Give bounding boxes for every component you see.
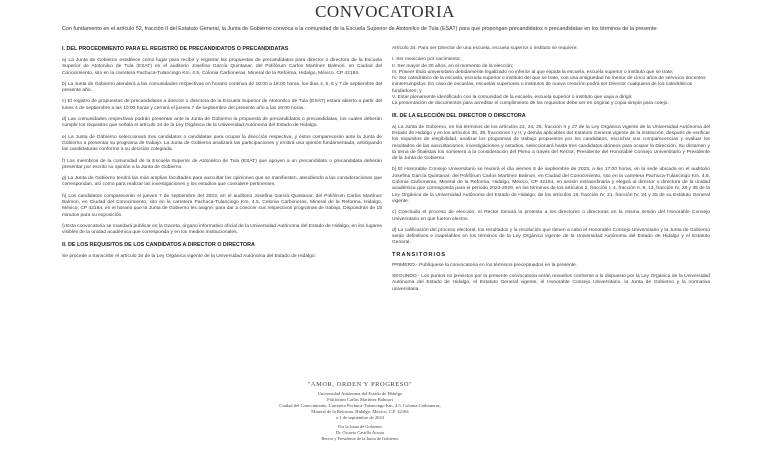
section-1-item: i) Esta convocatoria se mandará publicar en la Gaceta, órgano informativo oficial de la Universidad Autónoma del Estado de Hidalgo, en los lugares visibles de la unidad académica que corresponda y en los medios institucionales.: [62, 223, 382, 236]
section-1-item: d) Las comunidades respectivas podrán presentar ante la Junta de Gobierno la propuesta de precandidatos o precandidatas, los cuales deberán cumplir los requisitos que señala el artículo 34 de la Ley Orgánica de la Universidad Autónoma del Estado de Hidalgo.: [62, 117, 382, 129]
signature-role: Rector y Presidente de la Junta de Gobierno: [321, 435, 399, 441]
section-1-item: e) La Junta de Gobierno seleccionará tres candidatos o candidatas para ocupar la dirección respectiva, y éstos comparecerán ante la Junta de Gobierno a presentar su programa de trabajo. La Junta de Gobierno analizará las participaciones y emitirá una opinión fundamentada, anticipando las candidaturas conforme a su decisión colegiada.: [62, 134, 382, 153]
section-2-heading: II. DE LOS REQUISITOS DE LOS CANDIDATOS A DIRECTOR O DIRECTORA: [62, 241, 255, 248]
signature-lead: Por la Junta de Gobierno: [338, 424, 382, 429]
section-3-item: b) El Honorable Consejo Universitario se reunirá el día viernes 8 de septiembre de 2023, a las 17:00 horas, en la sede ubicada en el auditorio Josefina García Quintanar, del Polifórum Carlos Martínez Balmori, en Ciudad del Conocimiento, sito en la carretera Pachuca-Tulancingo Km. 4.5, Colonia Carboneras, Mineral de la Reforma, Hidalgo, México, CP 42184, en sesión extraordinaria y elegirá al director o directora de la unidad académica que corresponda para el periodo 2023-2029, en los términos de los artículos 2, fracción I, 4, fracción II, 9, 13, fracción IV, 28 y 35 de la Ley Orgánica de la Universidad Autónoma del Estado de Hidalgo, de los artículos 18, fracción IV, 21, fracción IV, 24 y 25 de su Estatuto General vigente.: [392, 167, 710, 204]
section-3-item: a) La Junta de Gobierno, en los términos de los artículos 22, 24, 25, fracción II y 27 de la Ley Orgánica vigente de la Universidad Autónoma del Estado de Hidalgo y en los artículos 36, 39, fracciones I y II, y demás aplicables del Estatuto General vigente de la institución, después de verificar los requisitos de elegibilidad, analizar los programas de trabajo propuestos por los candidatos, escuchar sus comparecencias y evaluar los resultados de las auscultaciones, investigaciones y estudios, seleccionará hasta tres candidatos idóneos para ocupar la Dirección. Su dictamen y la terna de finalistas los someterá a la consideración del Pleno a través del Rector, Presidente del Honorable Consejo Universitario y Presidente de la Junta de Gobierno.: [392, 124, 710, 162]
intro-paragraph: Con fundamento en el artículo 52, fracción II del Estatuto General, la Junta de Gobierno convoca a la comunidad de la Escuela Superior de Atotonilco de Tula (ESAT) para que propongan precandidatos o precandidatas en los términos de la presente:: [62, 26, 658, 32]
signature-name: Dr. Octavio Castillo Acosta: [335, 429, 385, 435]
section-2-text: Se procede a transcribir el artículo 34 de la Ley Orgánica vigente de la Universidad Autónoma del Estado de Hidalgo:: [62, 253, 316, 259]
document-title: CONVOCATORIA: [315, 2, 455, 21]
footer-line: Mineral de la Reforma, Hidalgo, México, C.P. 42184: [311, 409, 409, 414]
section-1-item: g) La Junta de Gobierno tendrá las más amplias facultades para auscultar las opiniones que se manifiesten, atendiendo a las consideraciones que correspondan, así como para realizar las investigaciones y los estudios que considere pertinentes.: [62, 176, 382, 188]
section-1-item: b) La Junta de Gobierno atenderá a las comunidades respectivas en horario continuo de 10:00 a 18:00 horas, los días 4, 5, 6 y 7 de septiembre del presente año.: [62, 81, 382, 94]
transitorio-item: SEGUNDO.- Los puntos no previstos por la presente convocatoria serán resueltos conforme a lo dispuesto por la Ley Orgánica de la Universidad Autónoma del Estado de Hidalgo, el Estatuto General vigente, el Honorable Consejo Universitario, la Junta de Gobierno y la normativa universitaria.: [392, 274, 710, 292]
footer-line: Ciudad del Conocimiento, Carretera Pachuca-Tulancingo Km. 4.5, Colonia Carboneras,: [279, 403, 441, 408]
motto: "AMOR, ORDEN Y PROGRESO": [307, 381, 413, 388]
transitorios-heading: TRANSITORIOS: [392, 251, 447, 258]
section-3-item: d) La calificación del proceso electoral, los resultados y la resolución que tienen a cabo el Honorable Consejo Universitario y la Junta de Gobierno serán definitivos e inapelables en los términos de la Ley Orgánica vigente de la Universidad Autónoma del Estado de Hidalgo y el Estatuto General.: [392, 227, 710, 246]
article-34-list: [392, 57, 710, 107]
section-1-item: f) Los miembros de la comunidad de la Escuela Superior de Atotonilco de Tula (ESAT) que apoyen a un precandidato o precandidata deberán presentar por escrito su opinión a la Junta de Gobierno.: [62, 158, 382, 170]
footer-line: Polifórum Carlos Martínez Balmori: [327, 397, 393, 402]
footer-line: a 1 de septiembre de 2023: [335, 415, 385, 420]
right-column: [392, 46, 710, 298]
footer-line: Universidad Autónoma del Estado de Hidalgo: [317, 391, 403, 396]
section-1-item: c) El registro de propuestas de precandidatos a director o directora de la Escuela Superior de Atotonilco de Tula (ESAT) estará abierto a partir del lunes 4 de septiembre a las 10:00 horas y cerrará el jueves 7 de septiembre del presente año a las 18:00 horas.: [62, 99, 382, 111]
section-1-heading: I. DEL PROCEDIMIENTO PARA EL REGISTRO DE PRECANDIDATOS O PRECANDIDATAS: [62, 46, 289, 52]
section-3-heading: III. DE LA ELECCIÓN DEL DIRECTOR O DIRECTORA: [392, 112, 526, 119]
left-column: [62, 46, 382, 265]
article-34-item: V. Estar plenamente identificado con la comunidad de la escuela, escuela superior o instituto que vaya a dirigir.: [392, 95, 633, 101]
section-1-item: a) La Junta de Gobierno establece como lugar para recibir y registrar las propuestas de precandidatos para director o directora de la Escuela Superior de Atotonilco de Tula (ESAT) en el auditorio Josefina García Quintanar, del Polifórum Carlos Martínez Balmori, en Ciudad del Conocimiento, sito en la carretera Pachuca-Tulancingo Km. 4.5, Colonia Carboneras, Mineral de la Reforma, Hidalgo, México, CP 42184.: [62, 58, 382, 76]
section-3-item: c) Concluido el proceso de elección, el Rector tomará la protesta a los directores o directoras en la misma sesión del Honorable Consejo Universitario en que fueron electos.: [392, 210, 710, 222]
transitorio-item: PRIMERO.- Publíquese la convocatoria en los términos preceptuados en la presente.: [392, 262, 578, 268]
article-34-item: IV. Ser catedrático de la escuela, escuela superior o instituto del que se trate, con una antigüedad no menor de cinco años de servicios docentes ininterrumpidos. En caso de escuelas, escuelas superiores o institutos de nueva creación podrá ser Director cualquiera de los catedráticos fundadores; y: [392, 76, 706, 94]
signature-block: [200, 381, 520, 441]
article-34-item: I. Ser mexicano por nacimiento;: [392, 57, 461, 63]
article-34-lead: Artículo 34. Para ser Director de una escuela, escuela superior o instituto se requiere:: [392, 46, 578, 51]
article-34-item: III. Poseer título universitario debidamente legalizado no inferior al que expida la escuela, escuela superior o instituto que se trate;: [392, 69, 674, 75]
article-34-item: La presentación de documentos para acreditar el cumplimiento de los requisitos debe ser en original y copia simple para cotejo.: [392, 101, 669, 107]
section-1-item: h) Los candidatos comparecerán el jueves 7 de septiembre del 2023, en el auditorio Josefina García Quintanar, del Polifórum Carlos Martínez Balmori, en Ciudad del Conocimiento, sito en la carretera Pachuca-Tulancingo Km. 4.5, Colonia Carboneras, Mineral de la Reforma, Hidalgo, México, CP 42184, en el horario que la Junta de Gobierno les asigne, para dar a conocer sus respectivos programas de trabajo. Dispondrán de 15 minutos para su exposición.: [62, 193, 382, 218]
article-34-item: II. Ser mayor de 30 años, en el momento de la elección;: [392, 63, 514, 69]
